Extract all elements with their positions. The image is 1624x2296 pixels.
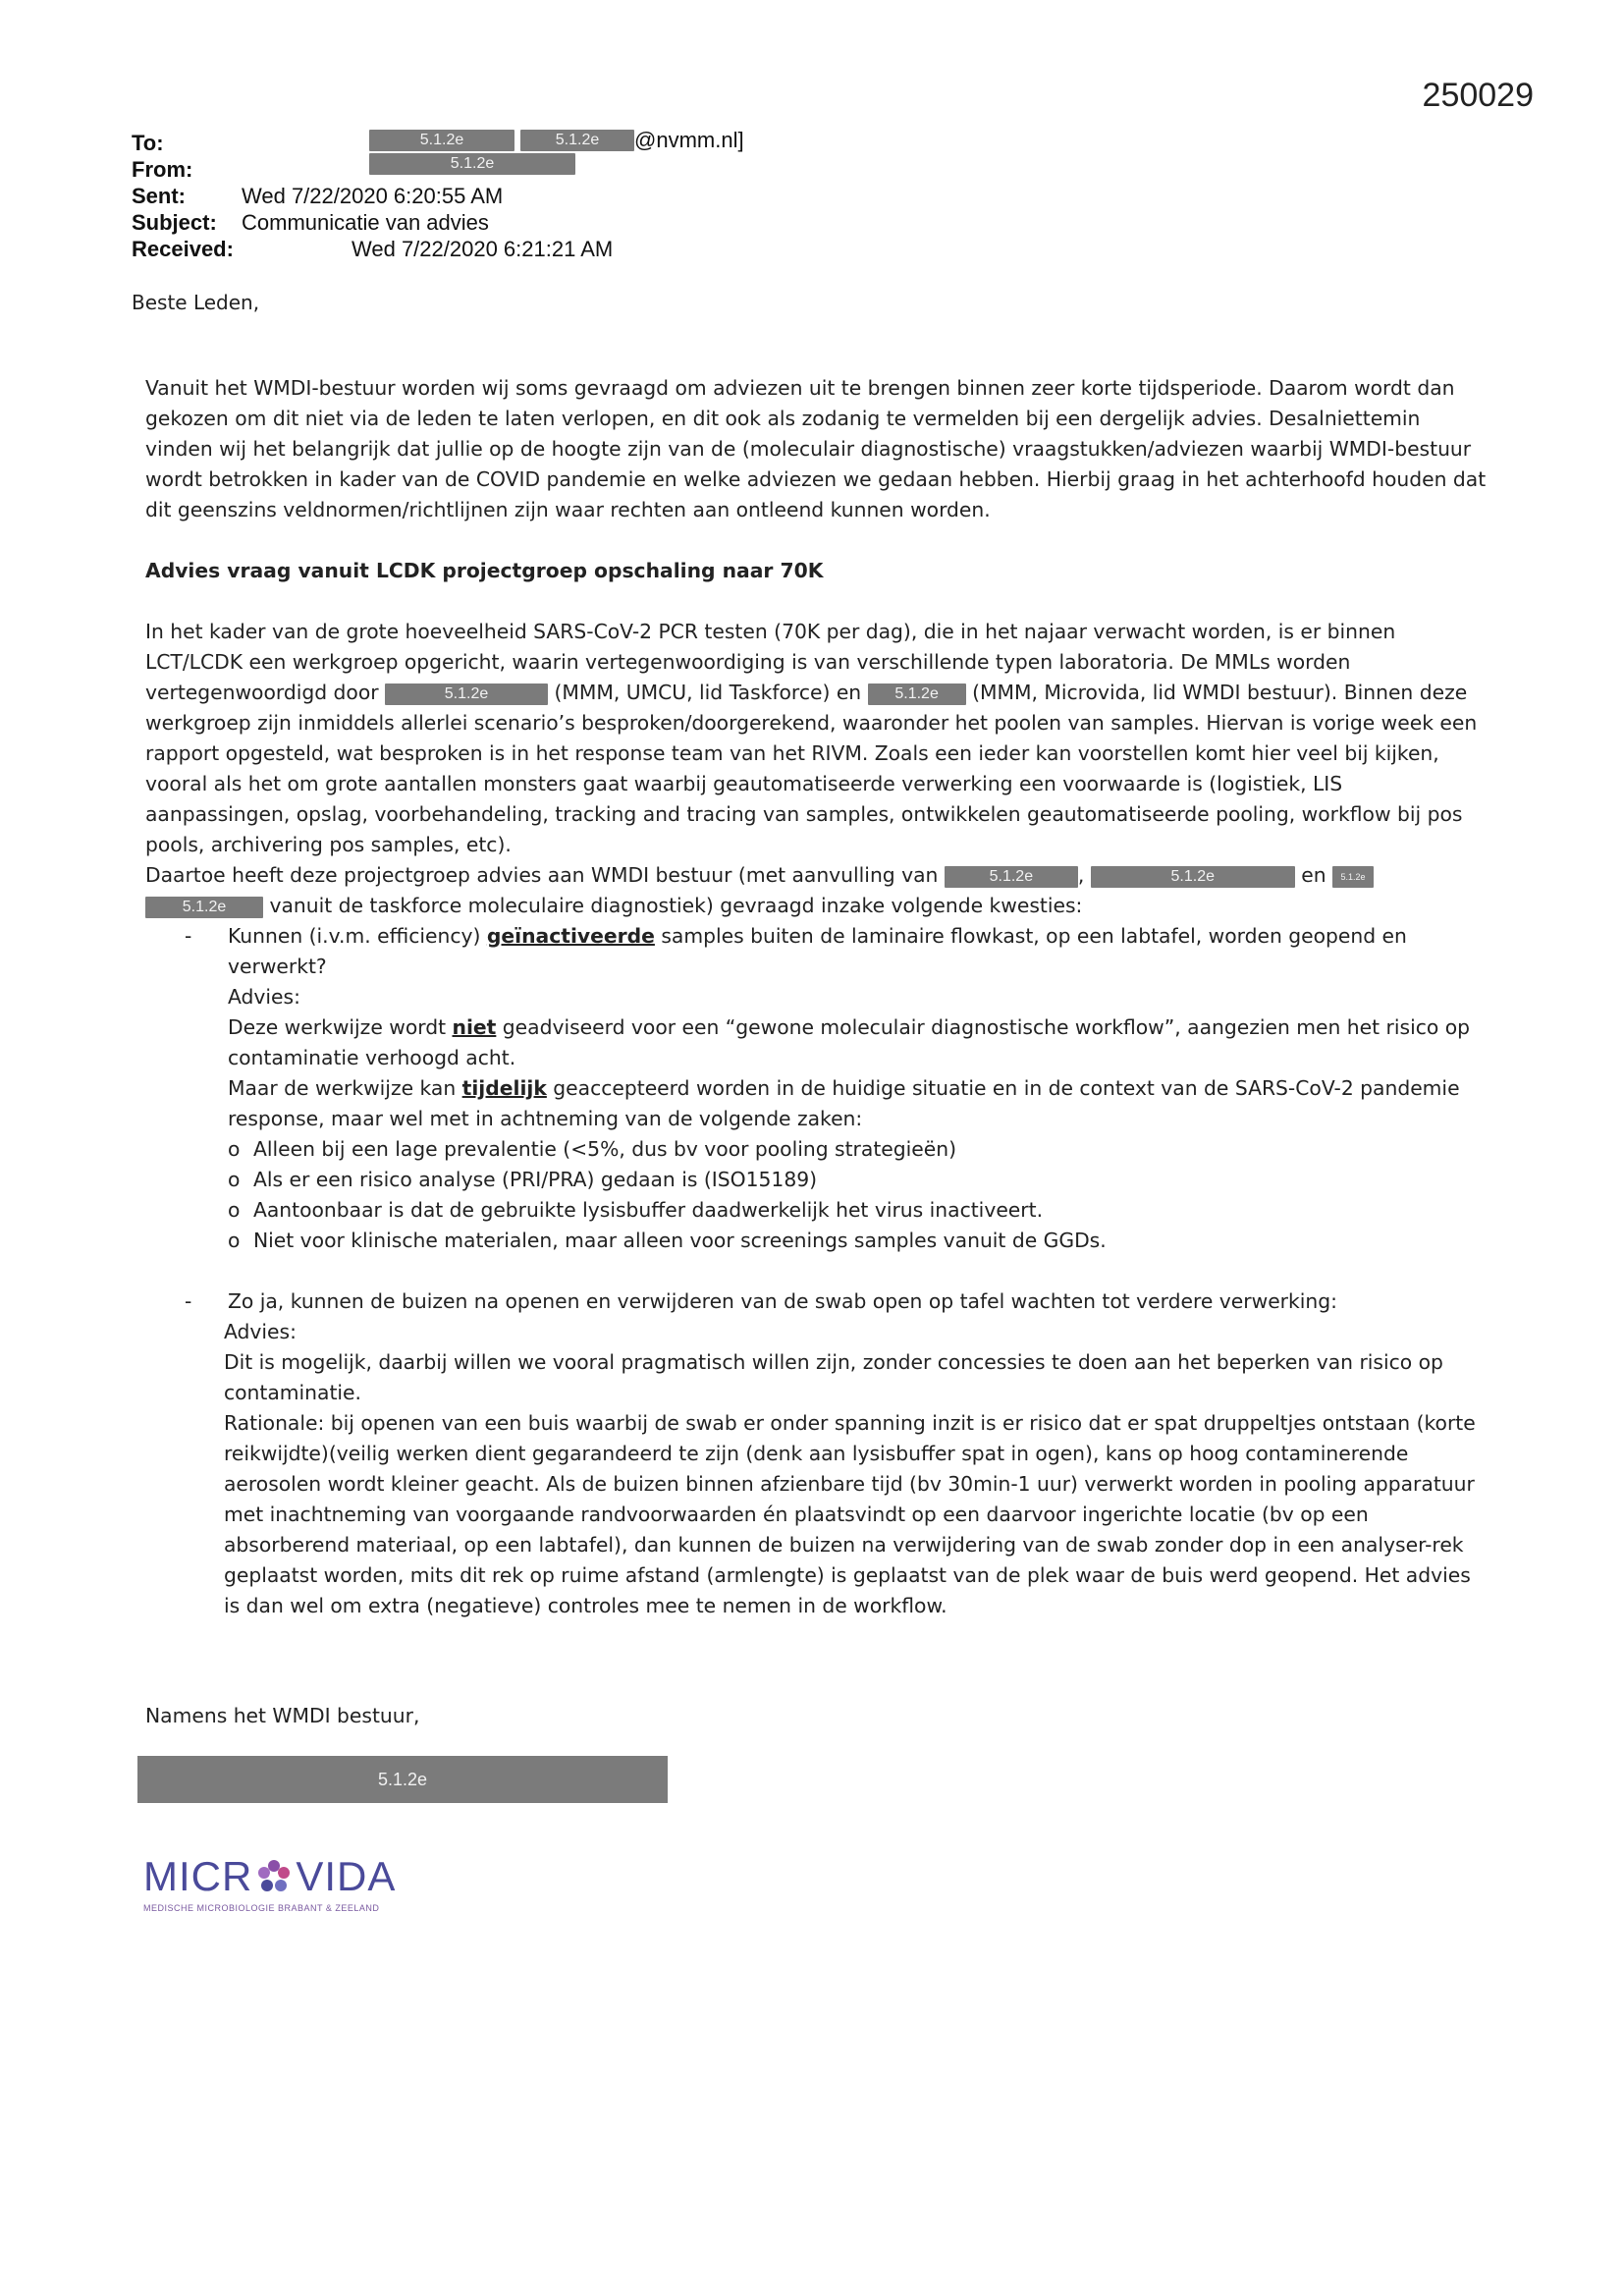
redaction-box: 5.1.2e — [369, 130, 514, 151]
greeting: Beste Leden, — [132, 291, 260, 314]
redaction-box: 5.1.2e — [868, 683, 966, 705]
question-1 — [145, 921, 1490, 982]
email-body — [145, 373, 1490, 1621]
answer-2 — [145, 1073, 1490, 1134]
answer-emphasis: tijdelijk — [461, 1076, 547, 1100]
question-text: Kunnen (i.v.m. efficiency) — [228, 924, 487, 948]
condition-item — [145, 1165, 1490, 1195]
subject-row — [132, 209, 744, 236]
redaction-box: 5.1.2e — [945, 866, 1078, 888]
received-row — [132, 236, 744, 262]
condition-text: Niet voor klinische materialen, maar alleen voor screenings samples vanuit de GGDs. — [253, 1229, 1107, 1252]
question-emphasis: geïnactiveerde — [486, 924, 655, 948]
bullet-marker: o — [228, 1198, 241, 1222]
condition-text: Aantoonbaar is dat de gebruikte lysisbuffer daadwerkelijk het virus inactiveert. — [253, 1198, 1044, 1222]
to-email-suffix: @nvmm.nl] — [634, 128, 744, 152]
rationale-text: Rationale: bij openen van een buis waarbij de swab er onder spanning inzit is er risico dat er spat druppeltjes ontstaan (korte reikwijdte)(veilig werken dient gegarandeerd te zijn (denk aan lysisbuffer spat in ogen), kans op hoog contaminerende aerosolen wordt kleiner geacht. Als de buizen binnen afzienbare tijd (bv 30min-1 uur) verwerkt worden in pooling apparatuur met inachtneming van voorgaande randvoorwaarden én plaatsvindt op een daarvoor ingerichte locatie (bv op een absorberend materiaal, op een labtafel), dan kunnen de buizen na verwijdering van de swab zonder dop in een analyser-rek geplaatst worden, mits dit rek op ruime afstand (armlengte) is geplaatst van de plek waar de buis werd geopend. Het advies is dan wel om extra (negatieve) controles mee te nemen in de workflow. — [224, 1411, 1476, 1617]
question-text: samples buiten de laminaire flowkast, op een labtafel, worden geopend en verwerkt? — [228, 924, 1407, 978]
conjunction: en — [1301, 863, 1326, 887]
redaction-box: 5.1.2e — [145, 897, 263, 918]
redaction-box: 5.1.2e — [1091, 866, 1295, 888]
question-text: Zo ja, kunnen de buizen na openen en verwijderen van de swab open op tafel wachten tot verdere verwerking: — [228, 1289, 1337, 1313]
context-text: In het kader van de grote hoeveelheid SARS-CoV-2 PCR testen (70K per dag), die in het najaar verwacht worden, is er binnen LCT/LCDK een werkgroep opgericht, waarin vertegenwoordiging is van verschillende typen laboratoria. De MMLs worden vertegenwoordigd door — [145, 620, 1396, 704]
bullet-marker: o — [228, 1168, 241, 1191]
logo-wordmark — [143, 1854, 396, 1899]
advies-label: Advies: — [224, 1320, 297, 1343]
answer-1 — [145, 1012, 1490, 1073]
context-paragraph — [145, 860, 1490, 921]
condition-item — [145, 1195, 1490, 1226]
redaction-box: 5.1.2e — [369, 153, 575, 175]
bullet-dash: - — [185, 924, 192, 948]
logo-flower-icon — [253, 1856, 295, 1897]
subject-label: Subject: — [132, 210, 217, 235]
intro-paragraph: Vanuit het WMDI-bestuur worden wij soms gevraagd om adviezen uit te brengen binnen zeer korte tijdsperiode. Daarom wordt dan gekozen om dit niet via de leden te laten verlopen, en dit ook als zodanig te vermelden bij een dergelijk advies. Desalniettemin vinden wij het belangrijk dat jullie op de hoogte zijn van de (moleculair diagnostische) vraagstukken/adviezen waarbij WMDI-bestuur wordt betrokken in kader van de COVID pandemie en welke adviezen we gedaan hebben. Hierbij graag in het achterhoofd houden dat dit geenszins veldnormen/richtlijnen zijn waar rechten aan ontleend kunnen worden. — [145, 376, 1487, 521]
redaction-box: 5.1.2e — [1332, 866, 1374, 888]
signature-redaction: 5.1.2e — [137, 1756, 668, 1803]
sent-label: Sent: — [132, 184, 186, 208]
context-text: vanuit de taskforce moleculaire diagnostiek) gevraagd inzake volgende kwesties: — [269, 894, 1083, 917]
document-number: 250029 — [1422, 77, 1534, 114]
condition-item — [145, 1134, 1490, 1165]
logo-text: VIDA — [296, 1853, 397, 1899]
condition-text: Als er een risico analyse (PRI/PRA) gedaan is (ISO15189) — [253, 1168, 818, 1191]
redaction-box: 5.1.2e — [520, 130, 634, 151]
question-2 — [145, 1286, 1490, 1317]
advies-label: Advies: — [228, 985, 300, 1009]
context-text: (MMM, Microvida, lid WMDI bestuur). Binnen deze werkgroep zijn inmiddels allerlei scenario’s besproken/doorgerekend, waaronder het poolen van samples. Hiervan is vorige week een rapport opgesteld, wat besproken is in het response team van het RIVM. Zoals een ieder kan voorstellen komt hier veel bij kijken, vooral als het om grote aantallen monsters gaat waarbij geautomatiseerde verwerking een voorwaarde is (logistiek, LIS aanpassingen, opslag, voorbehandeling, tracking and tracing van samples, ontwikkelen geautomatiseerde pooling, workflow bij pos pools, archivering pos samples, etc). — [145, 681, 1478, 856]
logo-subtitle: MEDISCHE MICROBIOLOGIE BRABANT & ZEELAND — [143, 1903, 380, 1913]
context-text: Daartoe heeft deze projectgroep advies aan WMDI bestuur (met aanvulling van — [145, 863, 939, 887]
answer-text: geadviseerd voor een “gewone moleculair diagnostische workflow”, aangezien men het risico op contaminatie verhoogd acht. — [228, 1015, 1470, 1069]
closing-line: Namens het WMDI bestuur, — [145, 1704, 420, 1727]
to-label: To: — [132, 131, 164, 155]
logo-text: MICR — [143, 1853, 253, 1899]
from-row — [132, 156, 744, 183]
condition-item — [145, 1226, 1490, 1256]
redaction-box: 5.1.2e — [385, 683, 548, 705]
context-paragraph — [145, 617, 1490, 860]
bullet-marker: o — [228, 1229, 241, 1252]
answer-text: Deze werkwijze wordt — [228, 1015, 453, 1039]
bullet-marker: o — [228, 1137, 241, 1161]
subject-value: Communicatie van advies — [242, 210, 489, 235]
received-value: Wed 7/22/2020 6:21:21 AM — [352, 237, 614, 261]
email-header — [132, 130, 744, 262]
to-row — [132, 130, 744, 156]
answer-text: Dit is mogelijk, daarbij willen we vooral pragmatisch willen zijn, zonder concessies te doen aan het beperken van risico op contaminatie. — [224, 1350, 1443, 1404]
received-label: Received: — [132, 237, 234, 261]
microvida-logo — [143, 1854, 396, 1913]
from-label: From: — [132, 157, 193, 182]
sent-row — [132, 183, 744, 209]
context-text: (MMM, UMCU, lid Taskforce) en — [554, 681, 862, 704]
section-heading: Advies vraag vanuit LCDK projectgroep opschaling naar 70K — [145, 559, 824, 582]
answer-emphasis: niet — [452, 1015, 497, 1039]
condition-text: Alleen bij een lage prevalentie (<5%, dus bv voor pooling strategieën) — [253, 1137, 956, 1161]
answer-text: Maar de werkwijze kan — [228, 1076, 462, 1100]
sent-value: Wed 7/22/2020 6:20:55 AM — [242, 184, 504, 208]
bullet-dash: - — [185, 1289, 192, 1313]
answer-text: geaccepteerd worden in de huidige situatie en in de context van de SARS-CoV-2 pandemie response, maar wel met in achtneming van de volgende zaken: — [228, 1076, 1460, 1130]
comma: , — [1077, 863, 1085, 887]
